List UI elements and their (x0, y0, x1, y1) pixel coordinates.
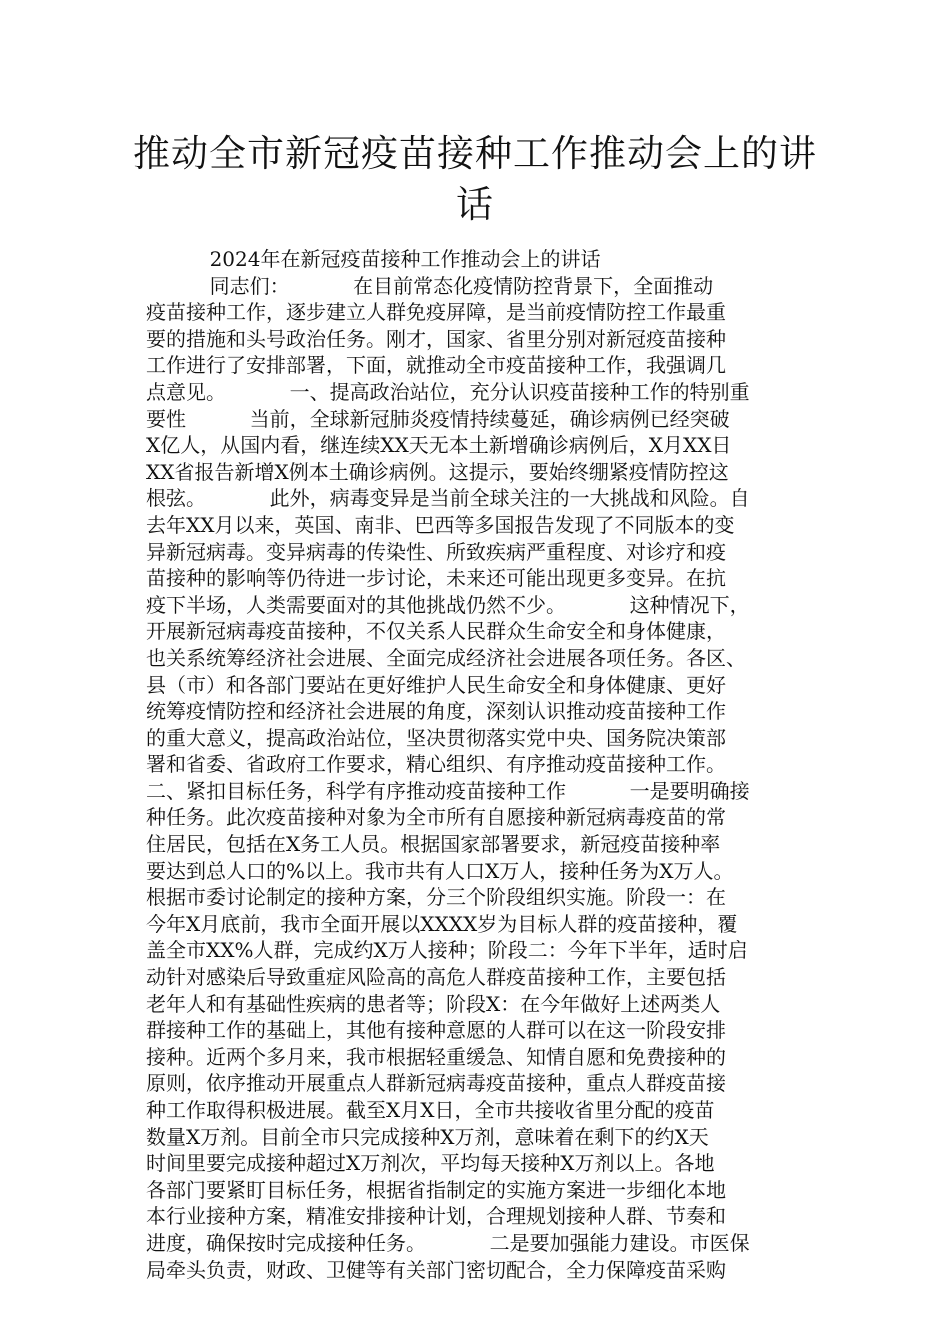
body-line: 要的措施和头号政治任务。刚才，国家、省里分别对新冠疫苗接种 (146, 326, 726, 351)
body-line: 根据市委讨论制定的接种方案，分三个阶段组织实施。阶段一：在 (146, 885, 726, 910)
body-line: 群接种工作的基础上，其他有接种意愿的人群可以在这一阶段安排 (146, 1018, 726, 1043)
body-line: 同志们： 在目前常态化疫情防控背景下，全面推动 (146, 273, 714, 298)
body-line: 要性 当前，全球新冠肺炎疫情持续蔓延，确诊病例已经突破 (146, 406, 730, 431)
document-body (146, 246, 806, 1283)
body-line: 接种。近两个多月来，我市根据轻重缓急、知情自愿和免费接种的 (146, 1044, 726, 1069)
body-line: 苗接种的影响等仍待进一步讨论，未来还可能出现更多变异。在抗 (146, 566, 726, 591)
body-line: 点意见。 一、提高政治站位，充分认识疫苗接种工作的特别重 (146, 379, 750, 404)
body-line: 统筹疫情防控和经济社会进展的角度，深刻认识推动疫苗接种工作 (146, 699, 726, 724)
body-line: 疫苗接种工作，逐步建立人群免疫屏障，是当前疫情防控工作最重 (146, 300, 726, 325)
body-line: 也关系统筹经济社会进展、全面完成经济社会进展各项任务。各区、 (146, 645, 746, 670)
body-line: XX省报告新增X例本土确诊病例。这提示，要始终绷紧疫情防控这 (146, 459, 729, 484)
body-line: 异新冠病毒。变异病毒的传染性、所致疾病严重程度、对诊疗和疫 (146, 539, 726, 564)
body-line: 本行业接种方案，精准安排接种计划，合理规划接种人群、节奏和 (146, 1204, 726, 1229)
body-line: 署和省委、省政府工作要求，精心组织、有序推动疫苗接种工作。 (146, 752, 726, 777)
body-line: 要达到总人口的%以上。我市共有人口X万人，接种任务为X万人。 (146, 858, 734, 883)
body-line: 住居民，包括在X务工人员。根据国家部署要求，新冠疫苗接种率 (146, 832, 721, 857)
body-line: 盖全市XX%人群，完成约X万人接种；阶段二：今年下半年，适时启 (146, 938, 748, 963)
body-line: 今年X月底前，我市全面开展以XXXX岁为目标人群的疫苗接种，覆 (146, 911, 738, 936)
body-line: 去年XX月以来，英国、南非、巴西等多国报告发现了不同版本的变 (146, 512, 735, 537)
body-line: 种任务。此次疫苗接种对象为全市所有自愿接种新冠病毒疫苗的常 (146, 805, 726, 830)
title-line: 推动全市新冠疫苗接种工作推动会上的讲 (133, 132, 817, 175)
body-line: 局牵头负责，财政、卫健等有关部门密切配合，全力保障疫苗采购 (146, 1257, 726, 1282)
body-line: 进度，确保按时完成接种任务。 二是要加强能力建设。市医保 (146, 1230, 750, 1255)
body-line: 动针对感染后导致重症风险高的高危人群疫苗接种工作，主要包括 (146, 965, 726, 990)
body-line: 根弦。 此外，病毒变异是当前全球关注的一大挑战和风险。自 (146, 486, 750, 511)
body-line: 疫下半场，人类需要面对的其他挑战仍然不少。 这种情况下， (146, 592, 750, 617)
body-line: 老年人和有基础性疾病的患者等；阶段X：在今年做好上述两类人 (146, 991, 721, 1016)
body-line: 县（市）和各部门要站在更好维护人民生命安全和身体健康、更好 (146, 672, 726, 697)
body-line: 二、紧扣目标任务，科学有序推动疫苗接种工作 一是要明确接 (146, 778, 750, 803)
body-line: 种工作取得积极进展。截至X月X日，全市共接收省里分配的疫苗 (146, 1098, 715, 1122)
body-line: 数量X万剂。目前全市只完成接种X万剂，意味着在剩下的约X天 (146, 1124, 709, 1149)
title-line: 话 (456, 183, 494, 226)
body-line: X亿人，从国内看，继连续XX天无本土新增确诊病例后，X月XX日 (146, 433, 732, 458)
body-line: 工作进行了安排部署，下面，就推动全市疫苗接种工作，我强调几 (146, 353, 726, 378)
body-line: 原则，依序推动开展重点人群新冠病毒疫苗接种，重点人群疫苗接 (146, 1071, 726, 1096)
body-line: 开展新冠病毒疫苗接种，不仅关系人民群众生命安全和身体健康， (146, 619, 726, 644)
body-line: 时间里要完成接种超过X万剂次，平均每天接种X万剂以上。各地 (146, 1151, 715, 1176)
body-line: 各部门要紧盯目标任务，根据省指制定的实施方案进一步细化本地 (146, 1177, 726, 1202)
body-line: 2024年在新冠疫苗接种工作推动会上的讲话 (146, 247, 601, 271)
document-title (130, 128, 820, 230)
body-line: 的重大意义，提高政治站位，坚决贯彻落实党中央、国务院决策部 (146, 725, 726, 750)
